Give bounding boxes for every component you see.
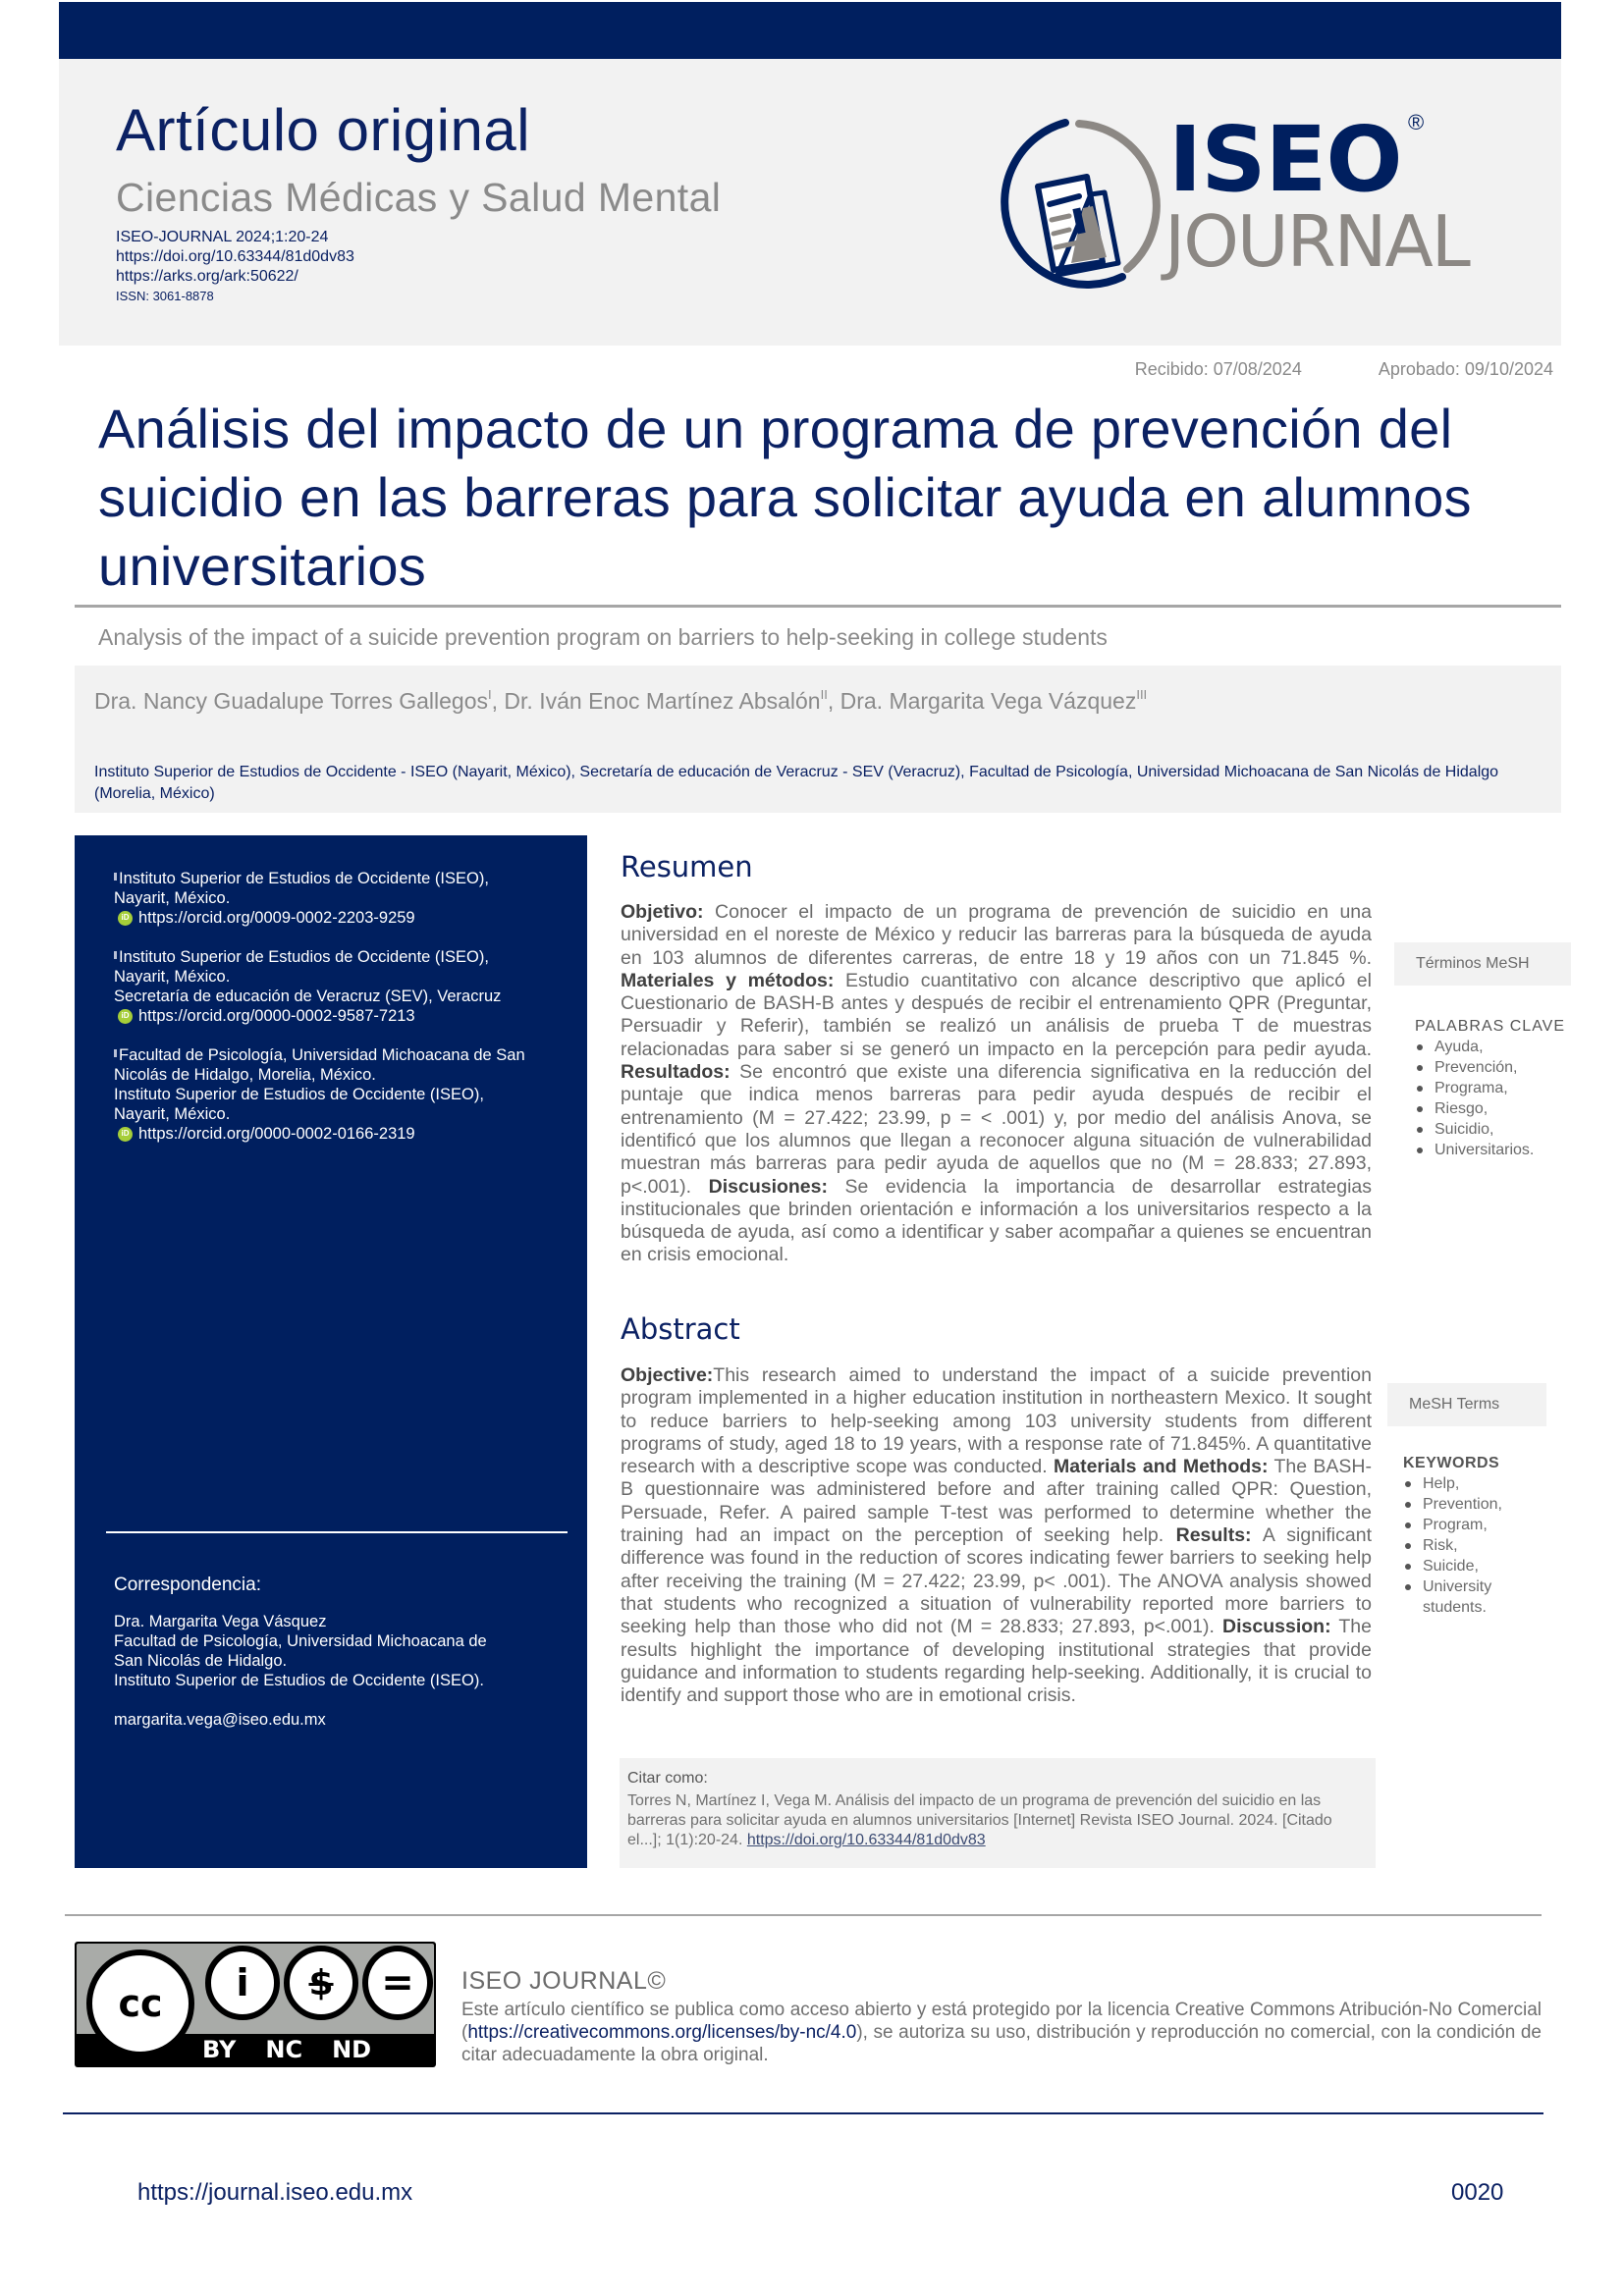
article-meta <box>116 228 354 306</box>
orcid-link[interactable]: iD https://orcid.org/0000-0002-0166-2319 <box>114 1124 575 1144</box>
abstract-label-methods: Materials and Methods: <box>1053 1456 1269 1478</box>
ark-link[interactable]: https://arks.org/ark:50622/ <box>116 268 298 285</box>
keyword-list-es <box>1415 1037 1572 1160</box>
author-name: Dra. Nancy Guadalupe Torres Gallegos <box>94 688 489 714</box>
cc-by-nc-nd-badge[interactable] <box>75 1942 436 2067</box>
license-divider-top <box>65 1914 1542 1916</box>
author-name: Dr. Iván Enoc Martínez Absalón <box>504 688 821 714</box>
sidebar-affiliation-1: Instituto Superior de Estudios de Occidente (ISEO), Nayarit, México. iD https://orcid.org/0009-0002-2203-9259 <box>114 869 575 928</box>
top-banner <box>59 2 1561 59</box>
journal-logo-icon <box>977 110 1173 306</box>
keywords-es <box>1415 1016 1572 1160</box>
correspondence-title: Correspondencia: <box>114 1575 261 1595</box>
author-list: Dra. Nancy Guadalupe Torres Gallegos$^I$, Dr. Iván Enoc Martínez Absalón$^{II}$, Dra. Margarita Vega Vázquez$^{III}$ <box>94 687 1148 714</box>
footer-journal-url[interactable]: https://journal.iseo.edu.mx <box>137 2179 413 2206</box>
cite-as-box <box>620 1758 1376 1868</box>
keyword-item: Riesgo, <box>1415 1098 1572 1119</box>
doi-link[interactable]: https://doi.org/10.63344/81d0dv83 <box>116 248 354 265</box>
dates <box>1135 359 1553 380</box>
resumen-heading: Resumen <box>621 850 753 883</box>
affiliation-marker <box>114 951 117 959</box>
issn: ISSN: 3061-8878 <box>116 289 214 303</box>
keywords-title-en: KEYWORDS <box>1403 1455 1500 1471</box>
affiliations-line: Instituto Superior de Estudios de Occidente - ISEO (Nayarit, México), Secretaría de educación de Veracruz - SEV (Veracruz), Facultad de Psicología, Universidad Michoacana de San Nicolás de Hidalgo (Morelia, México) <box>94 764 1499 802</box>
orcid-icon: iD <box>118 1009 133 1024</box>
logo-wordmark-journal: JOURNAL <box>1164 200 1469 283</box>
author-affiliation-mark: II <box>820 687 828 702</box>
cc-icon: cc <box>86 1949 194 2057</box>
author-sidebar <box>75 835 587 1868</box>
badge-label-by: BY <box>202 2036 237 2063</box>
noderivatives-icon: = <box>362 1946 433 2020</box>
cite-doi-link[interactable]: https://doi.org/10.63344/81d0dv83 <box>746 1832 986 1848</box>
correspondence-details: Dra. Margarita Vega Vásquez Facultad de Psicología, Universidad Michoacana de San Nicolás de Hidalgo. Instituto Superior de Estudios de Occidente (ISEO). margarita.vega@iseo.edu.mx <box>114 1612 575 1730</box>
sidebar-affiliation-2: Instituto Superior de Estudios de Occidente (ISEO), Nayarit, México. Secretaría de educación de Veracruz (SEV), Veracruz iD https://orcid.org/0000-0002-9587-7213 <box>114 947 575 1026</box>
logo-wordmark-iseo: ISEO <box>1168 107 1402 212</box>
resumen-label-objetivo: Objetivo: <box>621 901 704 923</box>
article-title: Análisis del impacto de un programa de prevención del suicidio en las barreras para solicitar ayuda en alumnos universitarios <box>98 398 1472 597</box>
license-title: ISEO JOURNAL© <box>461 1967 667 1995</box>
citation-line: ISEO-JOURNAL 2024;1:20-24 <box>116 229 329 245</box>
keywords-title-es: PALABRAS CLAVE <box>1415 1018 1566 1035</box>
keyword-item: Program, <box>1403 1515 1550 1535</box>
registered-mark: ® <box>1408 110 1425 134</box>
orcid-icon: iD <box>118 911 133 926</box>
keyword-item: Risk, <box>1403 1535 1550 1556</box>
title-divider <box>75 605 1561 608</box>
license-divider-bottom <box>63 2112 1543 2114</box>
cite-as-label: Citar como: <box>627 1770 708 1787</box>
attribution-icon: i <box>205 1946 280 2020</box>
abstract-body: Objective:This research aimed to understand the impact of a suicide prevention program implemented in a higher education institution in northeastern Mexico. It sought to reduce barriers to help-seeking among 103 university students from different programs of study, aged 18 to 19 years, with a response rate of 71.845%. A quantitative research with a descriptive scope was conducted. Materials and Methods: The BASH-B questionnaire was administered before and after training called QPR: Question, Persuade, Refer. A paired sample T-test was performed to determine whether the training had an impact on the perception of seeking help. Results: A significant difference was found in the reduction of scores indicating fewer barriers to seeking help after receiving the training (M = 27.422; 23.99, p< .001). The ANOVA analysis showed that students who recognized a situation of vulnerability reported more barriers to seeking help than those who did not (M = 28.833; 27.893, p<.001). Discussion: The results highlight the importance of developing institutional strategies that provide guidance and information to students regarding help-seeking. Additionally, it is crucial to identify and support those who are in emotional crisis. <box>621 1364 1372 1707</box>
abstract-heading: Abstract <box>621 1312 740 1346</box>
mesh-terms-link-en[interactable]: MeSH Terms <box>1387 1383 1546 1426</box>
correspondence-email[interactable]: margarita.vega@iseo.edu.mx <box>114 1711 326 1729</box>
abstract-label-discussion: Discussion: <box>1222 1616 1331 1638</box>
license-link[interactable]: https://creativecommons.org/licenses/by-nc/4.0 <box>467 2022 857 2043</box>
mesh-terms-link-es[interactable]: Términos MeSH <box>1394 942 1571 986</box>
approved-date: Aprobado: 09/10/2024 <box>1378 359 1553 379</box>
keyword-item: Suicide, <box>1403 1556 1550 1576</box>
orcid-link[interactable]: iD https://orcid.org/0009-0002-2203-9259 <box>114 908 575 928</box>
author-affiliation-mark: I <box>488 687 492 702</box>
article-title-english: Analysis of the impact of a suicide prevention program on barriers to help-seeking in college students <box>98 624 1108 650</box>
sidebar-divider <box>106 1531 568 1533</box>
article-type: Artículo original <box>116 97 531 163</box>
noncommercial-icon: $ <box>284 1946 358 2020</box>
resumen-body: Objetivo: Conocer el impacto de un programa de prevención de suicidio en una universidad en el noreste de México y reducir las barreras para la búsqueda de ayuda en 103 alumnos de diferentes carreras, de entre 18 y 19 años con un 71.845 %. Materiales y métodos: Estudio cuantitativo con alcance descriptivo que aplicó el Cuestionario de BASH-B antes y después de recibir el entrenamiento QPR (Preguntar, Persuadir y Referir), también se realizó un análisis de prueba T de muestras relacionadas para saber si se generó un impacto en la percepción para pedir ayuda. Resultados: Se encontró que existe una diferencia significativa en la reducción del puntaje que indica menos barreras para pedir ayuda después de recibir el entrenamiento (M = 27.422; 23.99, p = < .001) y, por medio del análisis Anova, se identificó que los alumnos que llegan a reconocer alguna situación de vulnerabilidad muestran más barreras para pedir ayuda de aquellos que no (M = 28.833; 27.893, p<.001). Discusiones: Se evidencia la importancia de desarrollar estrategias institucionales que brinden orientación e información a los universitarios respecto a la búsqueda de ayuda, así como a identificar y saber acompañar a quienes se encuentran en crisis emocional. <box>621 901 1373 1266</box>
section-name: Ciencias Médicas y Salud Mental <box>116 175 722 220</box>
resumen-label-discusiones: Discusiones: <box>708 1175 828 1198</box>
keyword-item: University students. <box>1403 1576 1550 1618</box>
keyword-item: Help, <box>1403 1473 1550 1494</box>
abstract-label-objective: Objective: <box>621 1364 714 1386</box>
keyword-item: Programa, <box>1415 1078 1572 1098</box>
sidebar-affiliation-3: Facultad de Psicología, Universidad Michoacana de San Nicolás de Hidalgo, Morelia, México. Instituto Superior de Estudios de Occidente (ISEO), Nayarit, México. iD https://orcid.org/0000-0002-0166-2319 <box>114 1045 575 1144</box>
abstract-label-results: Results: <box>1175 1524 1252 1547</box>
keywords-en <box>1403 1453 1550 1618</box>
badge-label-nc: NC <box>265 2036 303 2063</box>
orcid-icon: iD <box>118 1127 133 1142</box>
keyword-item: Universitarios. <box>1415 1140 1572 1160</box>
affiliation-marker <box>114 1049 117 1057</box>
resumen-label-metodos: Materiales y métodos: <box>621 969 835 991</box>
author-affiliation-mark: III <box>1136 687 1148 702</box>
cite-as-text: Torres N, Martínez I, Vega M. Análisis del impacto de un programa de prevención del suicidio en las barreras para solicitar ayuda en alumnos universitarios [Internet] Revista ISEO Journal. 2024. [Citado el...]; 1(1):20-24. https://doi.org/10.63344/81d0dv83 <box>627 1792 1332 1848</box>
keyword-item: Ayuda, <box>1415 1037 1572 1057</box>
received-date: Recibido: 07/08/2024 <box>1134 359 1302 379</box>
keyword-item: Suicidio, <box>1415 1119 1572 1140</box>
keyword-item: Prevention, <box>1403 1494 1550 1515</box>
author-name: Dra. Margarita Vega Vázquez <box>839 688 1137 714</box>
page-number: 0020 <box>1451 2179 1504 2206</box>
keyword-item: Prevención, <box>1415 1057 1572 1078</box>
badge-label-nd: ND <box>332 2036 372 2063</box>
orcid-link[interactable]: iD https://orcid.org/0000-0002-9587-7213 <box>114 1006 575 1026</box>
license-text: Este artículo científico se publica como acceso abierto y está protegido por la licencia Creative Commons Atribución-No Comercial (https://creativecommons.org/licenses/by-nc/4.0), se autoriza su uso, distribución y reproducción no comercial, con la condición de citar adecuadamente la obra original. <box>461 2000 1542 2065</box>
affiliation-marker <box>114 873 117 881</box>
keyword-list-en <box>1403 1473 1550 1618</box>
resumen-label-resultados: Resultados: <box>621 1061 731 1084</box>
